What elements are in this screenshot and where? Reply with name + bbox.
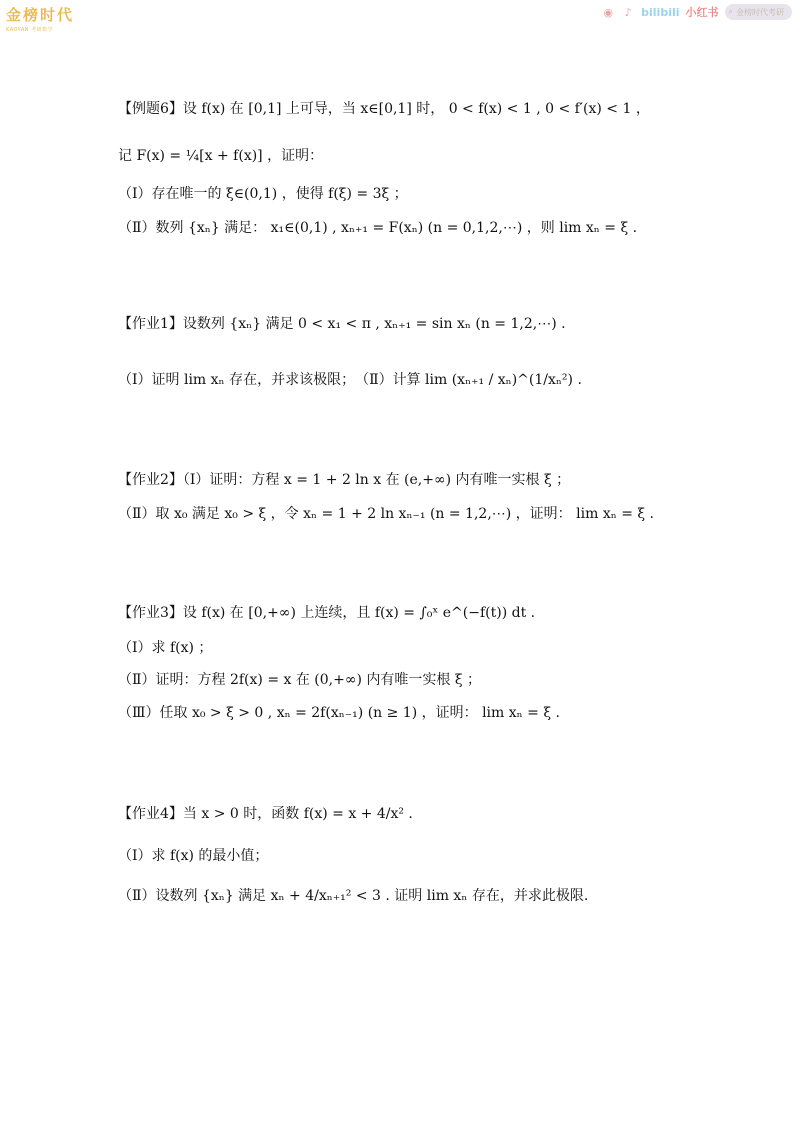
- hw1-line1: 【作业1】设数列 {xₙ} 满足 0 < x₁ < π , xₙ₊₁ = sin xₙ (n = 1,2,⋯) .: [118, 316, 566, 332]
- hw3-line2: （Ⅰ）求 f(x) ；: [118, 640, 213, 656]
- search-pill[interactable]: [725, 4, 792, 20]
- p6-line3: （Ⅰ）存在唯一的 ξ∈(0,1) ，使得 f(ξ) = 3ξ ；: [118, 186, 408, 202]
- douyin-icon[interactable]: ♪: [624, 5, 632, 19]
- p6-line1: 【例题6】设 f(x) 在 [0,1] 上可导，当 x∈[0,1] 时， 0 < f(x) < 1 , 0 < f′(x) < 1 ，: [118, 101, 650, 117]
- hw3-line1: 【作业3】设 f(x) 在 [0,+∞) 上连续，且 f(x) = ∫₀ˣ e^(−f(t)) dt .: [118, 605, 536, 621]
- search-text: 金榜时代考研: [736, 7, 784, 17]
- hw4-line3: （Ⅱ）设数列 {xₙ} 满足 xₙ + 4/xₙ₊₁² < 3 . 证明 lim xₙ 存在，并求此极限.: [118, 888, 589, 904]
- p6-line2: 记 F(x) = ¼[x + f(x)] ，证明：: [118, 148, 324, 164]
- hw4-line2: （Ⅰ）求 f(x) 的最小值；: [118, 848, 269, 864]
- hw4-line1: 【作业4】当 x > 0 时，函数 f(x) = x + 4/x² .: [118, 806, 413, 822]
- weibo-icon[interactable]: ◉: [603, 5, 613, 19]
- bilibili-label[interactable]: bilibili: [641, 5, 680, 19]
- social-bar: [601, 2, 792, 22]
- brand-logo: [6, 4, 86, 33]
- hw2-line1: 【作业2】（Ⅰ）证明：方程 x = 1 + 2 ln x 在 (e,+∞) 内有唯一实根 ξ ；: [118, 472, 571, 488]
- xiaohongshu-label[interactable]: 小红书: [685, 6, 719, 19]
- hw2-line2: （Ⅱ）取 x₀ 满足 x₀ > ξ ，令 xₙ = 1 + 2 ln xₙ₋₁ (n = 1,2,⋯) ，证明： lim xₙ = ξ .: [118, 506, 655, 522]
- search-icon: ⌕: [728, 7, 733, 16]
- hw3-line3: （Ⅱ）证明：方程 2f(x) = x 在 (0,+∞) 内有唯一实根 ξ ；: [118, 672, 482, 688]
- logo-subtext: KAOYAN 考研数学: [6, 27, 54, 33]
- logo-text: 金榜时代: [6, 6, 75, 24]
- hw1-line2: （Ⅰ）证明 lim xₙ 存在，并求该极限； （Ⅱ）计算 lim (xₙ₊₁ / xₙ)^(1/xₙ²) .: [118, 372, 582, 388]
- hw3-line4: （Ⅲ）任取 x₀ > ξ > 0 , xₙ = 2f(xₙ₋₁) (n ≥ 1) ，证明： lim xₙ = ξ .: [118, 705, 560, 721]
- p6-line4: （Ⅱ）数列 {xₙ} 满足： x₁∈(0,1) , xₙ₊₁ = F(xₙ) (n = 0,1,2,⋯) ，则 lim xₙ = ξ .: [118, 220, 638, 236]
